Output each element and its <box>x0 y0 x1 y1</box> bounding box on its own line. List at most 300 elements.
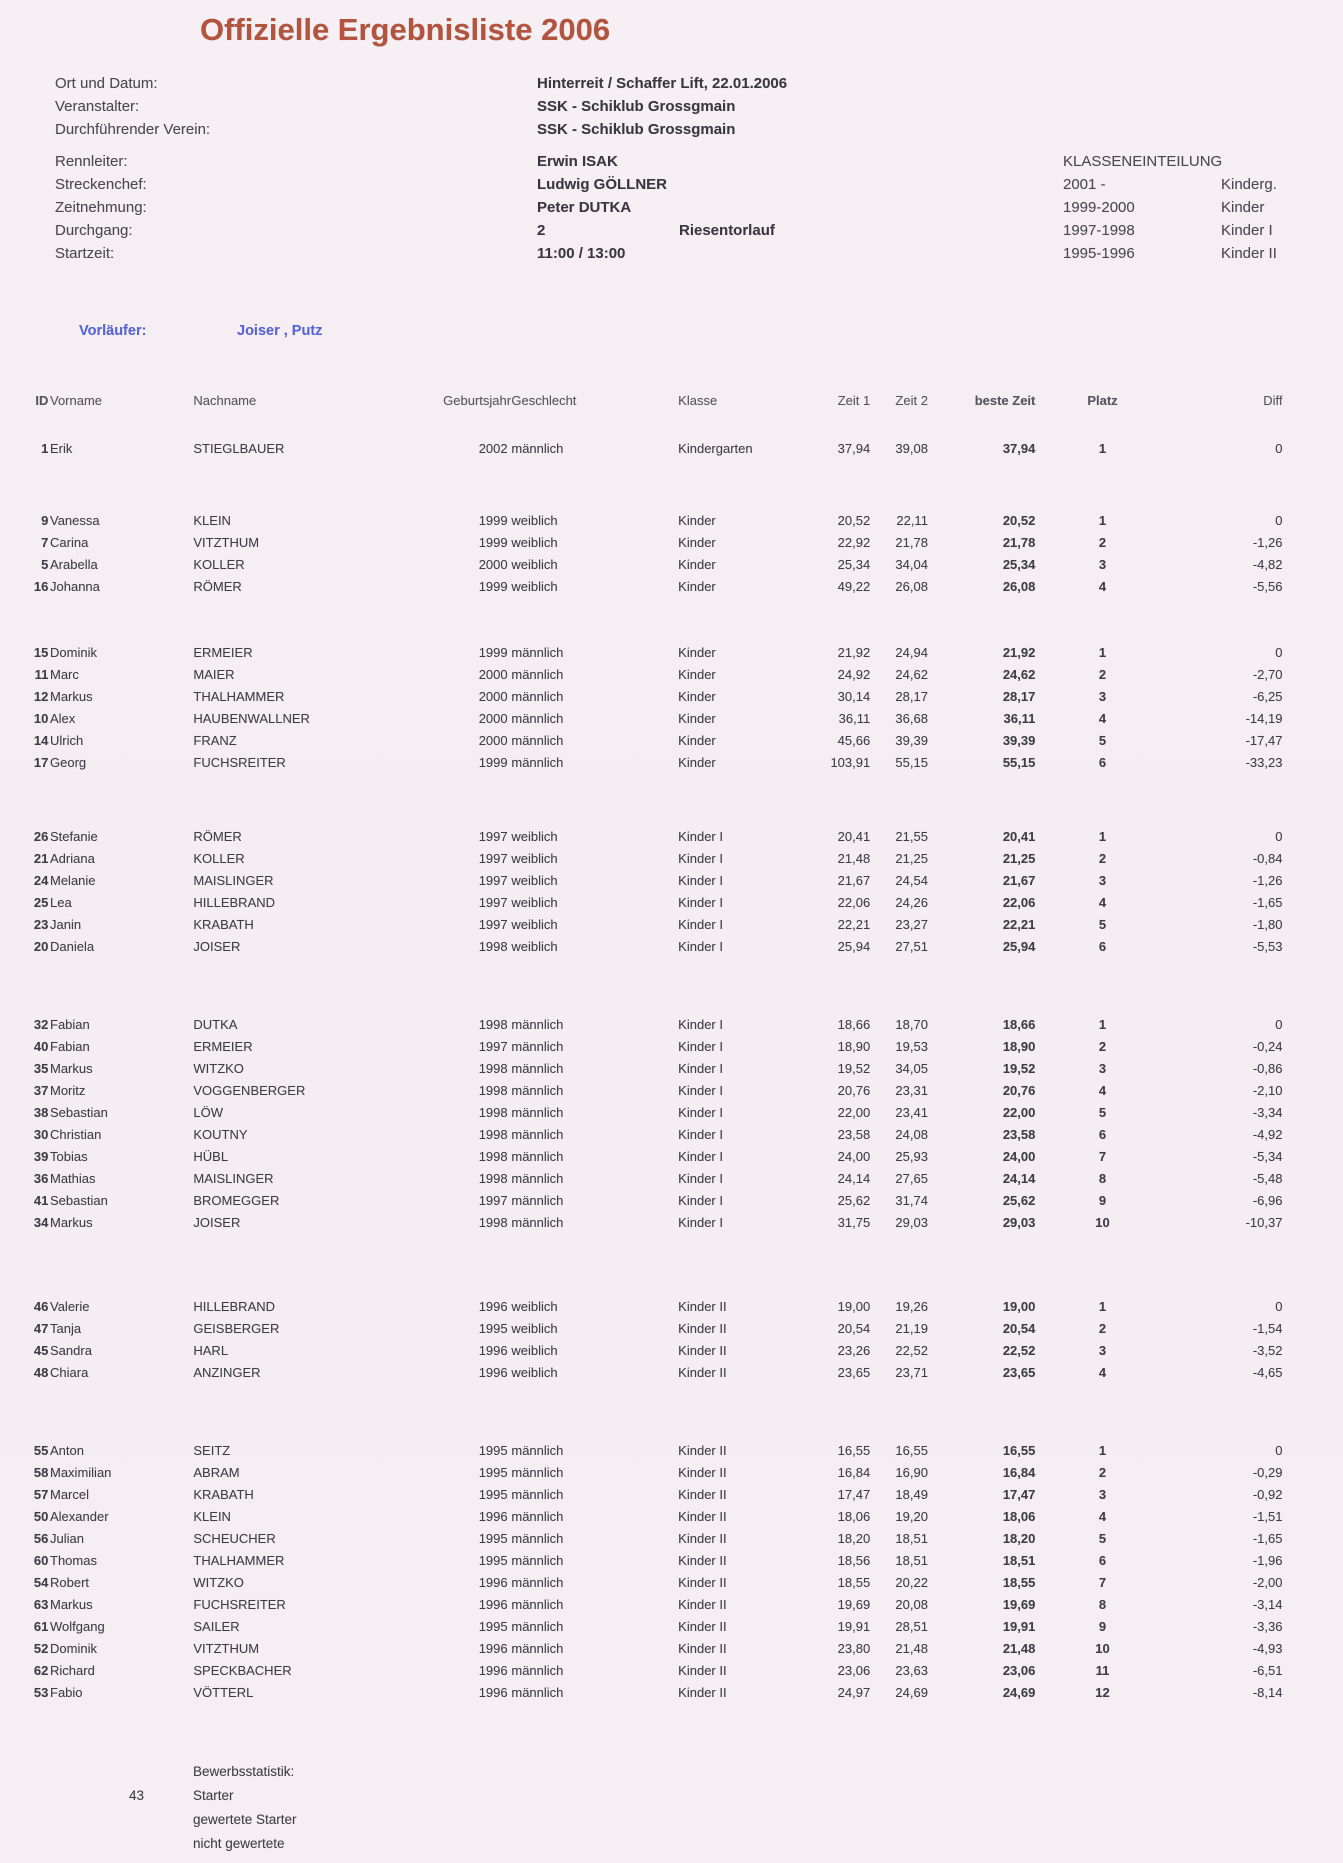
result-cell: -1,65 <box>1252 1531 1283 1546</box>
result-cell: DUTKA <box>193 1017 238 1032</box>
result-cell: Fabio <box>50 1685 83 1700</box>
klassen-years: 1995-1996 <box>1063 245 1135 262</box>
result-cell: 18,56 <box>837 1553 871 1568</box>
result-cell: Fabian <box>50 1017 90 1032</box>
result-cell: -8,14 <box>1252 1685 1283 1700</box>
result-cell: -0,92 <box>1252 1487 1283 1502</box>
result-cell: 18,55 <box>837 1575 871 1590</box>
result-cell: -5,48 <box>1252 1171 1283 1186</box>
result-cell: männlich <box>511 1127 564 1142</box>
result-cell: Valerie <box>50 1299 90 1314</box>
result-cell: 16 <box>33 579 49 594</box>
result-cell: Markus <box>50 689 93 704</box>
result-cell: 23,06 <box>837 1663 871 1678</box>
info-value: SSK - Schiklub Grossgmain <box>537 98 736 115</box>
result-cell: Kinder <box>678 689 716 704</box>
result-cell: 18,20 <box>1002 1531 1036 1546</box>
result-row <box>0 1528 1343 1550</box>
result-cell: männlich <box>511 441 564 456</box>
result-cell: männlich <box>511 667 564 682</box>
header-cell: Platz <box>1087 393 1118 408</box>
result-cell: 2 <box>1098 1465 1107 1480</box>
klassen-class: Kinder I <box>1221 222 1273 239</box>
result-cell: 22,00 <box>837 1105 871 1120</box>
result-row <box>0 1014 1343 1036</box>
result-cell: 39,08 <box>895 441 928 456</box>
result-cell: 36,11 <box>1003 711 1036 726</box>
result-cell: Kinder II <box>678 1641 727 1656</box>
result-cell: Alex <box>50 711 76 726</box>
results-section <box>0 1440 1343 1704</box>
header-cell: Geburtsjahr <box>443 393 512 408</box>
result-cell: 24,54 <box>895 873 928 888</box>
result-cell: 22,06 <box>837 895 871 910</box>
result-cell: Kinder I <box>678 1061 723 1076</box>
results-section <box>0 438 1343 460</box>
result-cell: 21,67 <box>1002 873 1036 888</box>
result-cell: männlich <box>511 1061 564 1076</box>
result-cell: 1998 <box>478 1017 508 1032</box>
result-cell: Dominik <box>50 1641 97 1656</box>
result-cell: 1 <box>1098 829 1107 844</box>
result-cell: 15 <box>33 645 49 660</box>
result-cell: männlich <box>511 1531 564 1546</box>
result-cell: 23,80 <box>837 1641 871 1656</box>
result-cell: -0,29 <box>1252 1465 1283 1480</box>
result-cell: 48 <box>33 1365 49 1380</box>
result-cell: 4 <box>1098 1365 1107 1380</box>
result-cell: 24,97 <box>837 1685 871 1700</box>
result-cell: 21,92 <box>1002 645 1036 660</box>
result-cell: 1996 <box>478 1641 508 1656</box>
result-cell: -3,34 <box>1252 1105 1283 1120</box>
result-cell: -1,96 <box>1252 1553 1283 1568</box>
result-cell: -4,65 <box>1252 1365 1283 1380</box>
result-cell: 36,68 <box>895 711 928 726</box>
result-cell: Kindergarten <box>678 441 753 456</box>
result-cell: Kinder II <box>678 1553 727 1568</box>
result-cell: HARL <box>193 1343 229 1358</box>
result-row <box>0 826 1343 848</box>
klassen-row <box>0 242 1343 265</box>
result-cell: 23,58 <box>1002 1127 1036 1142</box>
result-cell: FUCHSREITER <box>193 1597 286 1612</box>
result-cell: Kinder II <box>678 1299 727 1314</box>
result-cell: 1999 <box>478 755 508 770</box>
result-cell: 0 <box>1275 513 1283 528</box>
result-cell: 20,52 <box>1002 513 1036 528</box>
result-cell: weiblich <box>511 1321 558 1336</box>
klassen-row <box>0 196 1343 219</box>
result-cell: 20,08 <box>895 1597 928 1612</box>
result-cell: HILLEBRAND <box>193 895 276 910</box>
result-cell: 24,00 <box>837 1149 871 1164</box>
result-cell: 21,92 <box>837 645 871 660</box>
result-cell: GEISBERGER <box>193 1321 280 1336</box>
result-cell: -5,56 <box>1252 579 1283 594</box>
result-cell: WITZKO <box>193 1061 244 1076</box>
result-cell: männlich <box>511 733 564 748</box>
result-cell: 31,74 <box>895 1193 928 1208</box>
result-cell: Johanna <box>50 579 100 594</box>
result-cell: 23,71 <box>895 1365 928 1380</box>
official-extra: Riesentorlauf <box>679 222 775 239</box>
result-cell: Daniela <box>50 939 95 954</box>
result-cell: Kinder II <box>678 1597 727 1612</box>
result-cell: Kinder II <box>678 1575 727 1590</box>
result-row <box>0 1102 1343 1124</box>
result-row <box>0 708 1343 730</box>
result-cell: 30 <box>33 1127 49 1142</box>
result-cell: 5 <box>1098 733 1107 748</box>
result-cell: 19,91 <box>1002 1619 1036 1634</box>
result-cell: 1998 <box>478 1149 508 1164</box>
result-cell: Fabian <box>50 1039 90 1054</box>
info-label: Ort und Datum: <box>55 75 158 92</box>
result-cell: Sebastian <box>50 1105 108 1120</box>
result-cell: -1,51 <box>1252 1509 1283 1524</box>
official-value: Ludwig GÖLLNER <box>537 176 667 193</box>
result-cell: -5,53 <box>1252 939 1283 954</box>
result-cell: männlich <box>511 1597 564 1612</box>
result-cell: männlich <box>511 755 564 770</box>
result-cell: 21,55 <box>895 829 928 844</box>
result-cell: 9 <box>1098 1619 1107 1634</box>
result-cell: 1995 <box>478 1531 508 1546</box>
result-cell: -4,93 <box>1252 1641 1283 1656</box>
header-cell: Klasse <box>678 393 718 408</box>
result-cell: 19,91 <box>837 1619 871 1634</box>
result-cell: 50 <box>33 1509 49 1524</box>
result-cell: 1998 <box>478 1105 508 1120</box>
result-cell: 31,75 <box>837 1215 871 1230</box>
result-cell: 20,52 <box>837 513 871 528</box>
result-cell: -4,92 <box>1252 1127 1283 1142</box>
result-cell: männlich <box>511 1509 564 1524</box>
result-cell: 27,65 <box>895 1171 928 1186</box>
result-cell: 19,69 <box>837 1597 871 1612</box>
result-cell: 2000 <box>478 733 508 748</box>
result-cell: Kinder I <box>678 1083 723 1098</box>
statistics-row <box>0 1784 1343 1808</box>
info-value: SSK - Schiklub Grossgmain <box>537 121 736 138</box>
result-cell: SEITZ <box>193 1443 231 1458</box>
result-cell: 20,54 <box>837 1321 871 1336</box>
result-cell: FRANZ <box>193 733 237 748</box>
result-cell: 1998 <box>478 1083 508 1098</box>
result-cell: 8 <box>1098 1171 1107 1186</box>
result-cell: Kinder II <box>678 1685 727 1700</box>
result-cell: 37,94 <box>837 441 871 456</box>
result-cell: Marcel <box>50 1487 90 1502</box>
result-cell: 0 <box>1275 645 1283 660</box>
result-cell: -1,80 <box>1252 917 1283 932</box>
result-row <box>0 892 1343 914</box>
result-cell: 1998 <box>478 1127 508 1142</box>
result-cell: 1998 <box>478 939 508 954</box>
result-cell: 58 <box>33 1465 49 1480</box>
result-cell: 22,92 <box>837 535 871 550</box>
result-cell: 18,66 <box>837 1017 871 1032</box>
result-cell: 18,49 <box>895 1487 928 1502</box>
result-row <box>0 752 1343 774</box>
result-cell: Maximilian <box>50 1465 112 1480</box>
result-cell: KOLLER <box>193 557 245 572</box>
result-cell: 26 <box>33 829 49 844</box>
result-cell: 22,21 <box>1002 917 1036 932</box>
result-cell: Kinder <box>678 513 716 528</box>
result-cell: 23,06 <box>1002 1663 1036 1678</box>
result-cell: Ulrich <box>50 733 84 748</box>
result-cell: Markus <box>50 1597 93 1612</box>
result-cell: 4 <box>1098 579 1107 594</box>
result-cell: 1997 <box>478 1193 508 1208</box>
results-section <box>0 642 1343 774</box>
result-cell: 1 <box>41 441 49 456</box>
result-cell: Kinder I <box>678 829 723 844</box>
result-cell: männlich <box>511 1171 564 1186</box>
result-cell: 22,11 <box>896 513 928 528</box>
result-cell: 24,92 <box>837 667 871 682</box>
result-cell: Kinder II <box>678 1343 727 1358</box>
result-cell: 1996 <box>478 1343 508 1358</box>
result-cell: 54 <box>33 1575 49 1590</box>
official-value: Erwin ISAK <box>537 153 618 170</box>
result-cell: 19,00 <box>837 1299 871 1314</box>
result-cell: Carina <box>50 535 89 550</box>
result-cell: 25,34 <box>837 557 871 572</box>
result-cell: ERMEIER <box>193 645 253 660</box>
klassen-row <box>0 219 1343 242</box>
result-cell: Arabella <box>50 557 98 572</box>
result-cell: 4 <box>1098 711 1107 726</box>
klassen-title: KLASSENEINTEILUNG <box>1063 153 1223 170</box>
result-cell: weiblich <box>511 939 558 954</box>
result-cell: 1996 <box>478 1575 508 1590</box>
result-cell: 25,94 <box>1002 939 1036 954</box>
page-title: Offizielle Ergebnisliste 2006 <box>200 12 611 47</box>
result-cell: 25,93 <box>895 1149 928 1164</box>
result-cell: 24,26 <box>895 895 928 910</box>
result-cell: 12 <box>1095 1685 1110 1700</box>
result-cell: 2 <box>1098 1039 1107 1054</box>
statistics-title: Bewerbsstatistik: <box>193 1764 295 1779</box>
result-row <box>0 1572 1343 1594</box>
result-row <box>0 1168 1343 1190</box>
result-cell: 17,47 <box>1002 1487 1036 1502</box>
result-row <box>0 1340 1343 1362</box>
result-cell: -2,10 <box>1252 1083 1283 1098</box>
result-cell: 60 <box>33 1553 49 1568</box>
result-cell: weiblich <box>511 851 558 866</box>
result-cell: weiblich <box>511 829 558 844</box>
result-cell: -10,37 <box>1245 1215 1283 1230</box>
result-cell: Sebastian <box>50 1193 108 1208</box>
result-cell: VITZTHUM <box>193 1641 260 1656</box>
result-row <box>0 532 1343 554</box>
result-cell: -1,26 <box>1252 535 1283 550</box>
result-cell: 11 <box>34 667 49 682</box>
result-cell: -6,25 <box>1252 689 1283 704</box>
result-cell: 23,58 <box>837 1127 871 1142</box>
result-cell: 19,20 <box>895 1509 928 1524</box>
result-cell: -1,54 <box>1252 1321 1283 1336</box>
vorlaeufer-line <box>0 320 1343 342</box>
result-cell: 1996 <box>478 1663 508 1678</box>
result-cell: 4 <box>1098 895 1107 910</box>
result-row <box>0 1550 1343 1572</box>
result-cell: 52 <box>33 1641 49 1656</box>
result-cell: 28,51 <box>895 1619 928 1634</box>
result-cell: 46 <box>33 1299 49 1314</box>
result-cell: männlich <box>511 711 564 726</box>
result-cell: 18,51 <box>1002 1553 1036 1568</box>
result-cell: 1 <box>1098 1299 1107 1314</box>
result-cell: 21,78 <box>1002 535 1036 550</box>
result-cell: HILLEBRAND <box>193 1299 276 1314</box>
result-cell: 103,91 <box>830 755 871 770</box>
klassen-years: 2001 - <box>1063 176 1106 193</box>
result-cell: -1,26 <box>1252 873 1283 888</box>
result-row <box>0 1190 1343 1212</box>
result-cell: Kinder <box>678 557 716 572</box>
result-cell: -17,47 <box>1245 733 1283 748</box>
result-cell: 18,55 <box>1002 1575 1036 1590</box>
results-section <box>0 826 1343 958</box>
result-cell: 23,41 <box>895 1105 928 1120</box>
result-cell: 1997 <box>478 895 508 910</box>
result-cell: 24 <box>33 873 49 888</box>
official-label: Zeitnehmung: <box>55 199 147 216</box>
result-cell: 37,94 <box>1002 441 1036 456</box>
result-cell: 34 <box>33 1215 49 1230</box>
result-cell: 8 <box>1098 1597 1107 1612</box>
result-cell: Kinder II <box>678 1465 727 1480</box>
result-cell: KRABATH <box>193 1487 254 1502</box>
result-cell: SPECKBACHER <box>193 1663 292 1678</box>
result-cell: 49,22 <box>837 579 871 594</box>
result-cell: 2 <box>1098 535 1107 550</box>
result-cell: 5 <box>41 557 49 572</box>
result-cell: 2000 <box>478 667 508 682</box>
result-row <box>0 936 1343 958</box>
result-cell: 19,53 <box>895 1039 928 1054</box>
result-cell: 23 <box>33 917 49 932</box>
result-cell: 22,00 <box>1002 1105 1036 1120</box>
result-cell: 16,84 <box>1002 1465 1036 1480</box>
result-cell: 61 <box>33 1619 49 1634</box>
result-cell: Kinder I <box>678 895 723 910</box>
result-cell: JOISER <box>193 1215 241 1230</box>
statistics-label: nicht gewertete <box>193 1836 285 1851</box>
result-cell: weiblich <box>511 873 558 888</box>
result-cell: 24,94 <box>895 645 928 660</box>
info-label: Veranstalter: <box>55 98 140 115</box>
result-cell: 4 <box>1098 1083 1107 1098</box>
result-cell: Kinder <box>678 755 716 770</box>
result-cell: Kinder II <box>678 1619 727 1634</box>
result-cell: männlich <box>511 1619 564 1634</box>
result-cell: 26,08 <box>1002 579 1036 594</box>
result-cell: männlich <box>511 1083 564 1098</box>
result-row <box>0 914 1343 936</box>
result-cell: -1,65 <box>1252 895 1283 910</box>
result-cell: 1999 <box>478 513 508 528</box>
vorlaeufer-value: Joiser , Putz <box>237 323 323 339</box>
result-row <box>0 438 1343 460</box>
result-cell: 1995 <box>478 1619 508 1634</box>
result-cell: Kinder I <box>678 1171 723 1186</box>
result-cell: 1995 <box>478 1443 508 1458</box>
result-row <box>0 1058 1343 1080</box>
result-cell: 20,76 <box>837 1083 871 1098</box>
result-cell: männlich <box>511 1465 564 1480</box>
result-row <box>0 1440 1343 1462</box>
statistics-title-row <box>0 1760 1343 1784</box>
result-cell: 55,15 <box>895 755 928 770</box>
result-cell: 1995 <box>478 1321 508 1336</box>
result-cell: weiblich <box>511 1299 558 1314</box>
result-cell: Christian <box>50 1127 102 1142</box>
result-row <box>0 848 1343 870</box>
vorlaeufer-label: Vorläufer: <box>79 323 147 339</box>
result-cell: Kinder II <box>678 1509 727 1524</box>
result-cell: Wolfgang <box>50 1619 105 1634</box>
result-cell: 36,11 <box>838 711 871 726</box>
result-cell: Thomas <box>50 1553 97 1568</box>
result-cell: 1997 <box>478 851 508 866</box>
result-cell: 18,06 <box>1002 1509 1036 1524</box>
result-cell: 21,25 <box>1002 851 1036 866</box>
result-cell: 3 <box>1098 1343 1107 1358</box>
statistics-count: 43 <box>128 1788 144 1803</box>
result-cell: 25,94 <box>837 939 871 954</box>
result-row <box>0 1124 1343 1146</box>
result-cell: 6 <box>1098 1553 1107 1568</box>
result-cell: Kinder II <box>678 1321 727 1336</box>
result-cell: Markus <box>50 1061 93 1076</box>
result-cell: 25,62 <box>837 1193 871 1208</box>
result-cell: männlich <box>511 689 564 704</box>
result-cell: 18,51 <box>895 1553 928 1568</box>
result-cell: 24,62 <box>1002 667 1036 682</box>
result-cell: 20,76 <box>1002 1083 1036 1098</box>
result-cell: 45,66 <box>837 733 871 748</box>
result-cell: 23,27 <box>895 917 928 932</box>
result-cell: MAISLINGER <box>193 1171 274 1186</box>
result-cell: 21,25 <box>895 851 928 866</box>
result-row <box>0 1616 1343 1638</box>
info-row <box>0 118 1343 141</box>
result-cell: 6 <box>1098 939 1107 954</box>
result-cell: Kinder I <box>678 873 723 888</box>
klasseneinteilung-block <box>0 150 1343 265</box>
result-cell: 24,69 <box>895 1685 928 1700</box>
header-cell: Zeit 2 <box>895 393 928 408</box>
result-cell: 7 <box>1098 1149 1107 1164</box>
result-cell: MAISLINGER <box>193 873 274 888</box>
result-row <box>0 870 1343 892</box>
result-row <box>0 1036 1343 1058</box>
result-cell: 20,41 <box>1002 829 1036 844</box>
result-cell: ABRAM <box>193 1465 240 1480</box>
klassen-row <box>0 173 1343 196</box>
result-cell: Kinder <box>678 667 716 682</box>
result-cell: Lea <box>50 895 72 910</box>
result-cell: weiblich <box>511 557 558 572</box>
result-cell: Kinder I <box>678 1127 723 1142</box>
result-cell: 22,52 <box>1002 1343 1036 1358</box>
